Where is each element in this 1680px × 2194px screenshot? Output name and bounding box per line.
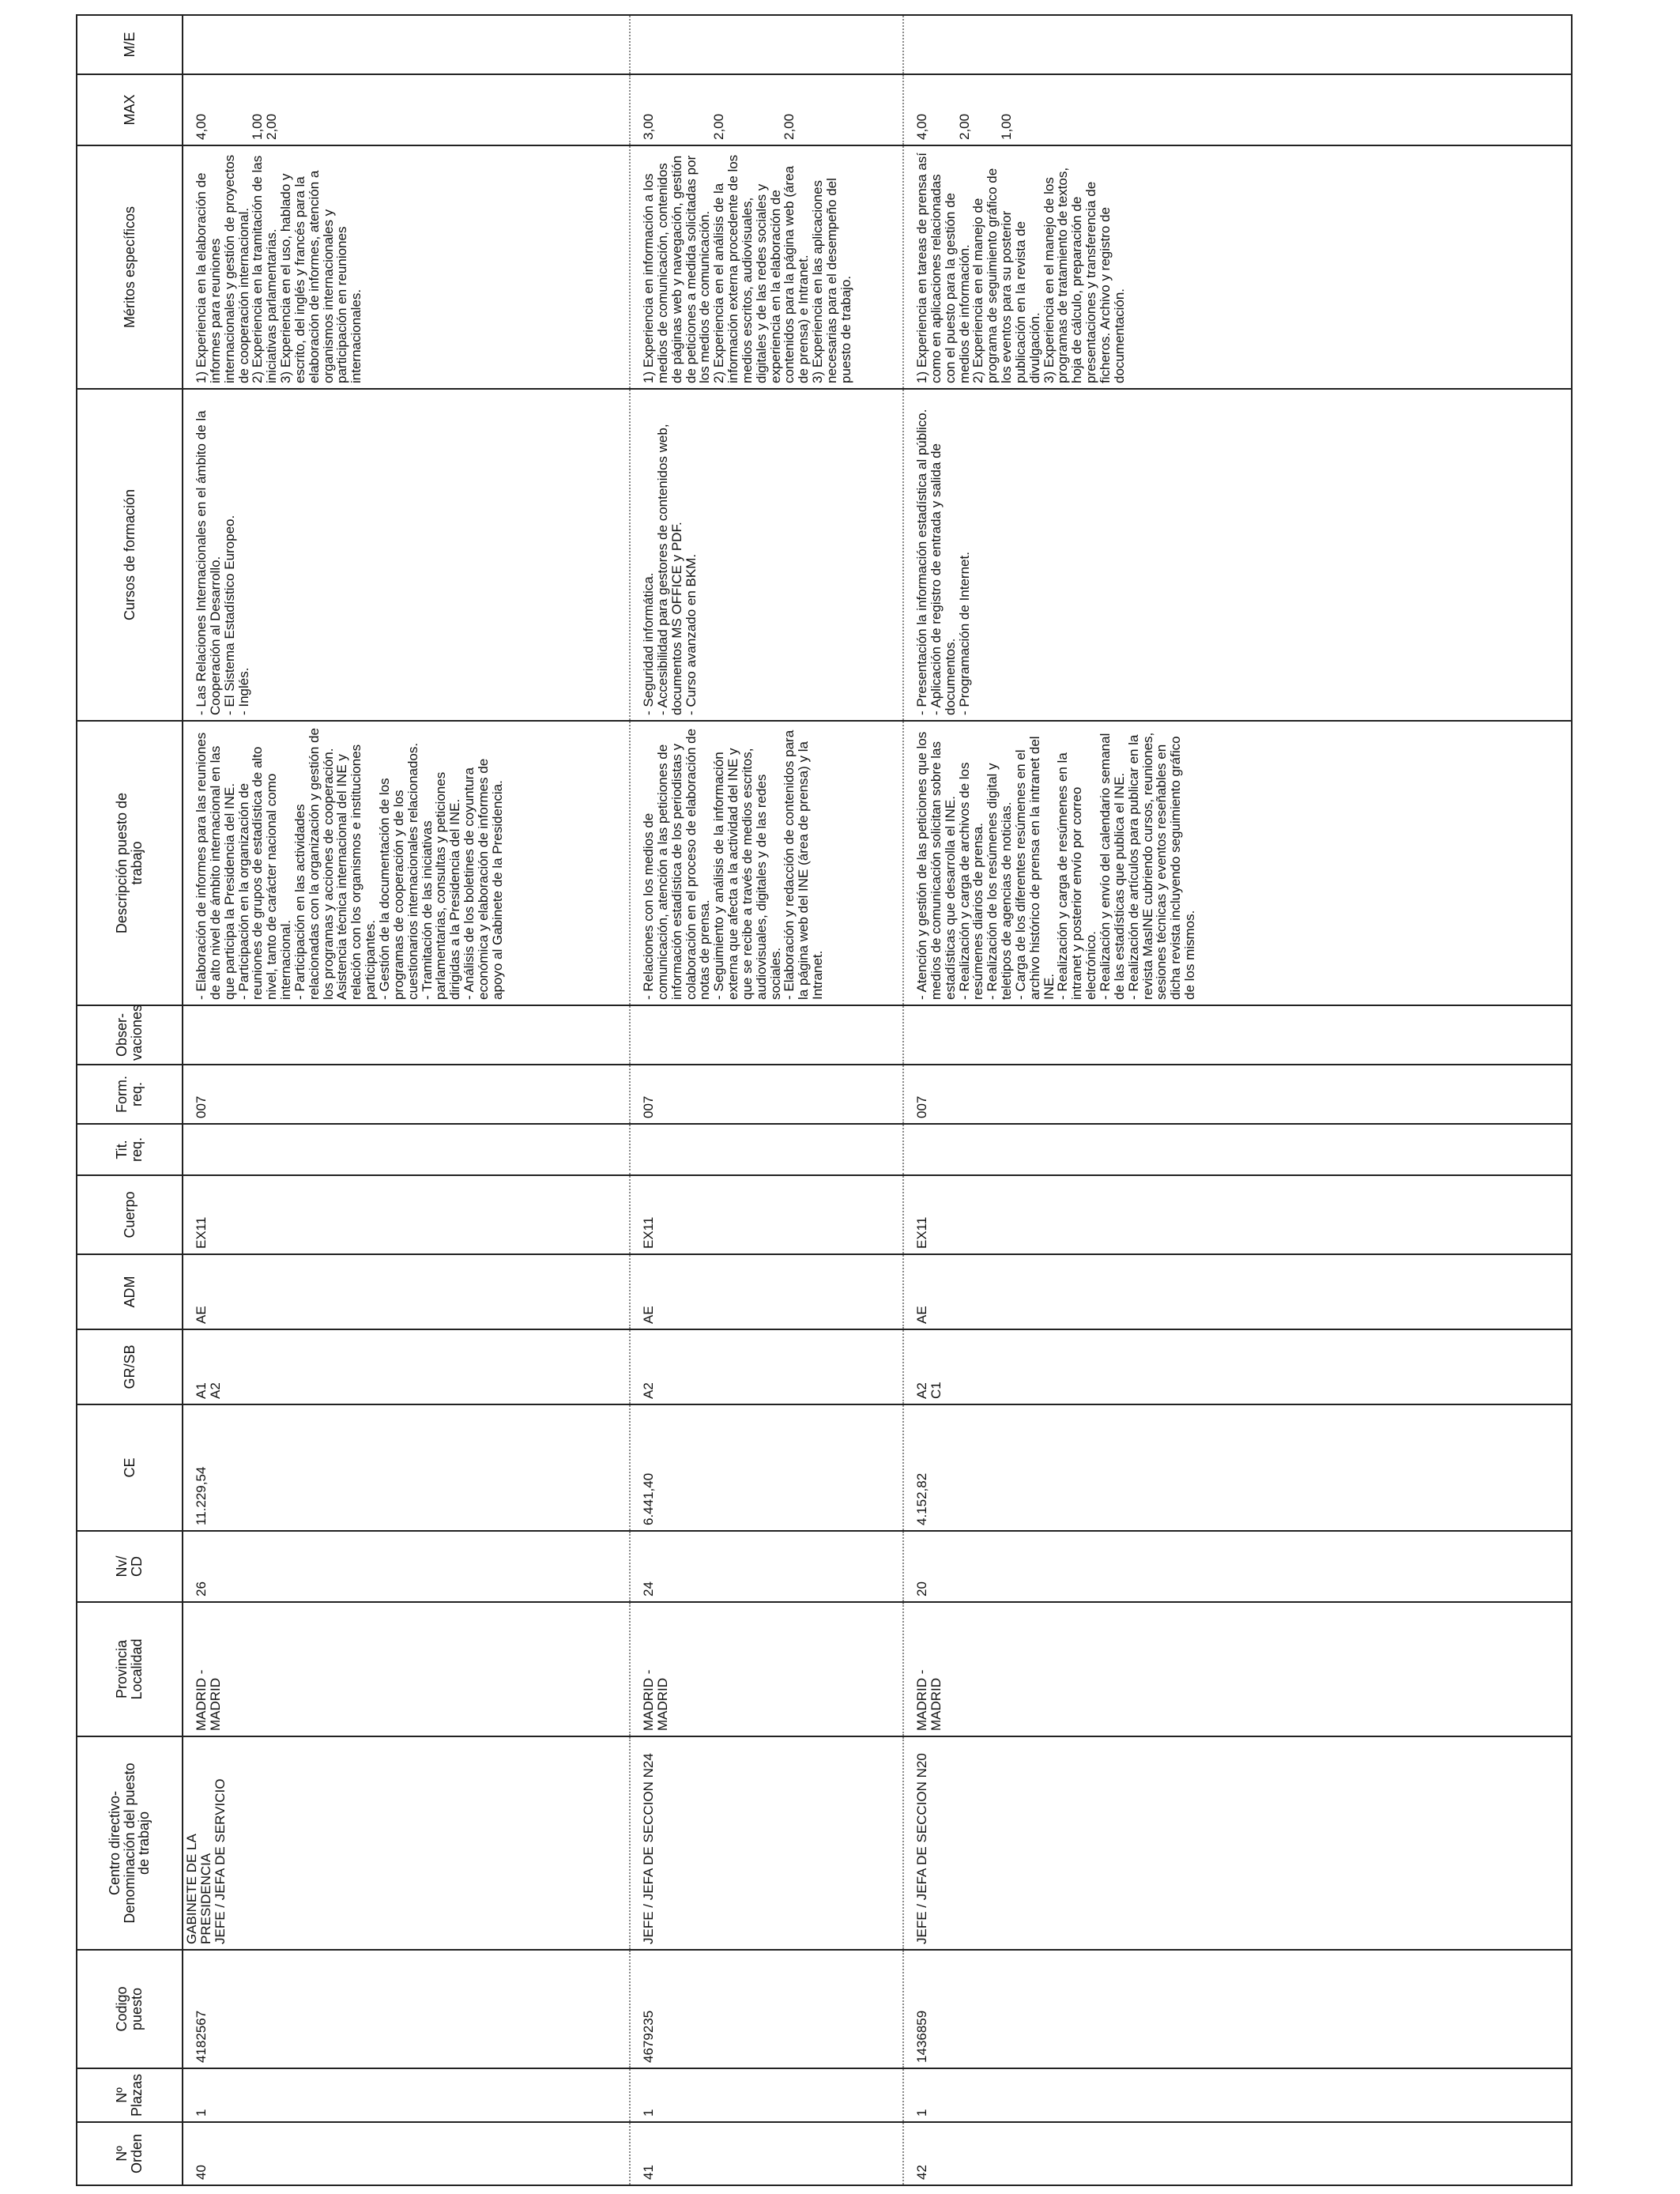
adm-cell: AE xyxy=(630,1254,903,1329)
plazas-cell: 1 xyxy=(630,2068,903,2122)
cuerpo-cell: EX11 xyxy=(630,1175,903,1254)
me-cell xyxy=(630,15,903,74)
max-cell: 4,00 2,00 1,00 xyxy=(903,74,1572,145)
header-provincia: Provincia Localidad xyxy=(77,1602,183,1736)
header-tit: Tit. req. xyxy=(77,1124,183,1175)
cursos-cell: - Presentación la información estadística al público. - Aplicación de registro de entrada y salida de documentos. - Programación de Internet. xyxy=(903,389,1572,721)
cursos-cell: - Seguridad informática. - Accesibilidad para gestores de contenidos web, documentos MS OFFICE y PDF. - Curso avanzado en BKM. xyxy=(630,389,903,721)
tit-cell xyxy=(903,1124,1572,1175)
header-form: Form. req. xyxy=(77,1065,183,1124)
obs-cell xyxy=(183,1005,630,1065)
header-obs: Obser- vaciones xyxy=(77,1005,183,1065)
centro-cell xyxy=(183,1736,630,1950)
max-cell: 4,00 1,00 2,00 xyxy=(183,74,630,145)
provincia-cell: MADRID - MADRID xyxy=(183,1602,630,1736)
form-cell: 007 xyxy=(183,1065,630,1124)
gr-cell: A1 A2 xyxy=(183,1329,630,1404)
ce-cell: 6.441,40 xyxy=(630,1404,903,1531)
gr-cell: A2 C1 xyxy=(903,1329,1572,1404)
provincia-cell: MADRID - MADRID xyxy=(903,1602,1572,1736)
cursos-cell: - Las Relaciones Internacionales en el ámbito de la Cooperación al Desarrollo. - El Sistema Estadístico Europeo. - Inglés. xyxy=(183,389,630,721)
plazas-cell: 1 xyxy=(183,2068,630,2122)
meritos-cell: 1) Experiencia en la elaboración de informes para reuniones internacionales y gestión de proyectos de cooperación internacional. 2) Experiencia en la tramitación de las iniciativas parlamentarias. 3) Experiencia en el uso, hablado y escrito, del inglés y francés para la elaboración de informes, atención a organismos internacionales y participación en reuniones internacionales. xyxy=(183,145,630,389)
me-cell xyxy=(903,15,1572,74)
header-centro: Centro directivo- Denominación del puesto de trabajo xyxy=(77,1736,183,1950)
cuerpo-cell: EX11 xyxy=(183,1175,630,1254)
header-max: MAX xyxy=(77,74,183,145)
nv-cell: 20 xyxy=(903,1531,1572,1602)
nv-cell: 26 xyxy=(183,1531,630,1602)
puesto-denominacion: JEFE / JEFA DE SECCION N24 xyxy=(630,1736,903,1950)
header-ce: CE xyxy=(77,1404,183,1531)
header-cursos: Cursos de formación xyxy=(77,389,183,721)
header-codigo: Codigo puesto xyxy=(77,1950,183,2068)
adm-cell: AE xyxy=(183,1254,630,1329)
obs-cell xyxy=(903,1005,1572,1065)
meritos-cell: 1) Experiencia en tareas de prensa así como en aplicaciones relacionadas con el puesto para la gestión de medios de información. 2) Experiencia en el manejo de programa de seguimiento gráfico de los eventos para su posterior publicación en la revista de divulgación. 3) Experiencia en el manejo de los programas de tratamiento de textos, hoja de cálculo, preparación de presentaciones y transferencia de ficheros. Archivo y registro de documentación. xyxy=(903,145,1572,389)
descripcion-cell: - Elaboración de informes para las reuniones de alto nivel de ámbito internacional en las que participa la Presidencia del INE. - Participación en la organización de reuniones de grupos de estadística de alto nivel, tanto de carácter nacional como internacional. - Participación en las actividades relacionadas con la organización y gestión de los programas y acciones de cooperación. Asistencia técnica internacional del INE y relación con los organismos e instituciones participantes. - Gestión de la documentación de los programas de cooperación y de los cuestionarios internacionales relacionados. - Tramitación de las iniciativas parlamentarias, consultas y peticiones dirigidas a la Presidencia del INE. - Análisis de los boletines de coyuntura económica y elaboración de informes de apoyo al Gabinete de la Presidencia. xyxy=(183,721,630,1005)
header-row xyxy=(77,15,183,2185)
header-gr: GR/SB xyxy=(77,1329,183,1404)
table-row xyxy=(903,15,1572,2185)
header-cuerpo: Cuerpo xyxy=(77,1175,183,1254)
codigo-cell: 4679235 xyxy=(630,1950,903,2068)
header-meritos: Méritos específicos xyxy=(77,145,183,389)
tit-cell xyxy=(183,1124,630,1175)
descripcion-cell: - Relaciones con los medios de comunicación, atención a las peticiones de información estadística de los periodistas y colaboración en el proceso de elaboración de notas de prensa. - Seguimiento y análisis de la información externa que afecta a la actividad del INE y que se recibe a través de medios escritos, audiovisuales, digitales y de las redes sociales. - Elaboración y redacción de contenidos para la página web del INE (área de prensa) y la Intranet. xyxy=(630,721,903,1005)
form-cell: 007 xyxy=(630,1065,903,1124)
descripcion-cell: - Atención y gestión de las peticiones que los medios de comunicación solicitan sobre las estadísticas que desarrolla el INE. - Realización y carga de archivos de los resúmenes diarios de prensa. - Realización de los resúmenes digital y teletipos de agencias de noticias. - Carga de los diferentes resúmenes en el archivo histórico de prensa en la intranet del INE. - Realización y carga de resúmenes en la intranet y posterior envío por correo electrónico. - Realización y envío del calendario semanal de las estadísticas que publica el INE. - Realización de artículos para publicar en la revista MasINE cubriendo cursos, reuniones, sesiones técnicas y eventos reseñables en dicha revista incluyendo seguimiento gráfico de los mismos. xyxy=(903,721,1572,1005)
obs-cell xyxy=(630,1005,903,1065)
ce-cell: 11.229,54 xyxy=(183,1404,630,1531)
orden-cell: 42 xyxy=(903,2122,1572,2185)
puesto-denominacion: JEFE / JEFA DE SECCION N20 xyxy=(903,1736,1572,1950)
codigo-cell: 1436859 xyxy=(903,1950,1572,2068)
rotated-table-sheet xyxy=(76,16,1585,2186)
max-cell: 3,00 2,00 2,00 xyxy=(630,74,903,145)
header-me: M/E xyxy=(77,15,183,74)
plazas-cell: 1 xyxy=(903,2068,1572,2122)
codigo-cell: 4182567 xyxy=(183,1950,630,2068)
provincia-cell: MADRID - MADRID xyxy=(630,1602,903,1736)
section-title: GABINETE DE LA PRESIDENCIA xyxy=(184,1834,213,1944)
header-orden: Nº Orden xyxy=(77,2122,183,2185)
nv-cell: 24 xyxy=(630,1531,903,1602)
header-plazas: Nº Plazas xyxy=(77,2068,183,2122)
header-adm: ADM xyxy=(77,1254,183,1329)
table-row xyxy=(630,15,903,2185)
table-row xyxy=(183,15,630,2185)
header-descripcion: Descripción puesto de trabajo xyxy=(77,721,183,1005)
cuerpo-cell: EX11 xyxy=(903,1175,1572,1254)
puesto-denominacion: JEFE / JEFA DE SERVICIO xyxy=(212,1778,228,1944)
me-cell xyxy=(183,15,630,74)
form-cell: 007 xyxy=(903,1065,1572,1124)
header-nv: Nv/ CD xyxy=(77,1531,183,1602)
orden-cell: 40 xyxy=(183,2122,630,2185)
gr-cell: A2 xyxy=(630,1329,903,1404)
tit-cell xyxy=(630,1124,903,1175)
orden-cell: 41 xyxy=(630,2122,903,2185)
ce-cell: 4.152,82 xyxy=(903,1404,1572,1531)
plazas-table xyxy=(76,14,1573,2186)
meritos-cell: 1) Experiencia en información a los medios de comunicación, contenidos de páginas web y navegación, gestión de peticiones a medida solicitadas por los medios de comunicación. 2) Experiencia en el análisis de la información externa procedente de los medios escritos, audiovisuales, digitales y de las redes sociales y experiencia en la elaboración de contenidos para la página web (área de prensa) e Intranet. 3) Experiencia en las aplicaciones necesarias para el desempeño del puesto de trabajo. xyxy=(630,145,903,389)
adm-cell: AE xyxy=(903,1254,1572,1329)
